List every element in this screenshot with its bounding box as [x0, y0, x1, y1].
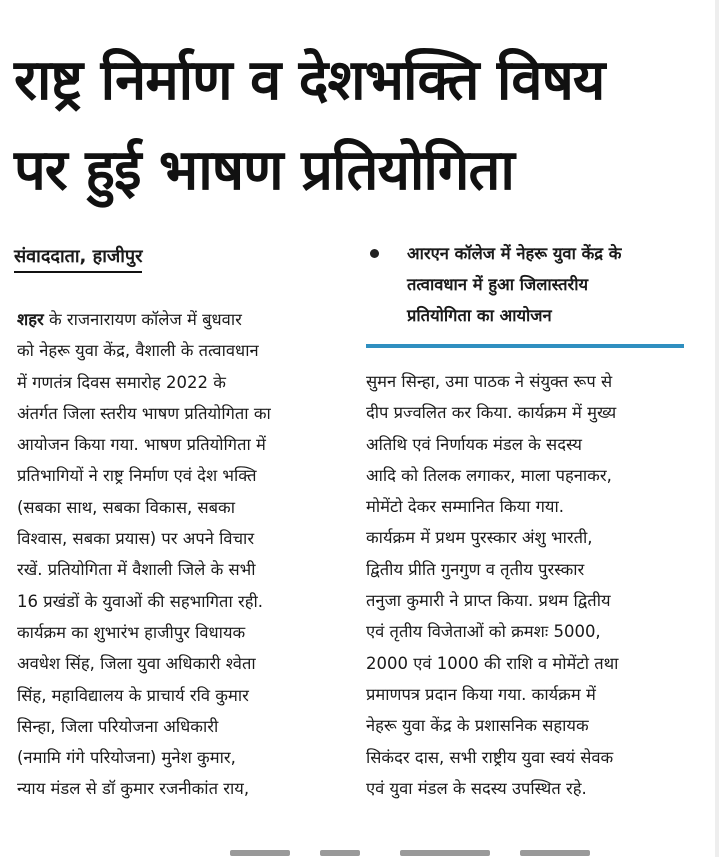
body-line: सिंह, महाविद्यालय के प्राचार्य रवि कुमार [17, 685, 249, 705]
body-line: प्रमाणपत्र प्रदान किया गया. कार्यक्रम में [366, 684, 596, 704]
highlight-line: आरएन कॉलेज में नेहरू युवा केंद्र के [407, 244, 622, 263]
body-line: आयोजन किया गया. भाषण प्रतियोगिता में [17, 435, 266, 455]
body-line: (नमामि गंगे परियोजना) मुनेश कुमार, [17, 748, 236, 768]
page-edge [715, 0, 719, 857]
body-line: एवं युवा मंडल के सदस्य उपस्थित रहे. [366, 778, 587, 798]
body-line: आदि को तिलक लगाकर, माला पहनाकर, [366, 465, 612, 485]
body-line: द्वितीय प्रीति गुनगुण व तृतीय पुरस्कार [366, 559, 585, 579]
headline-line-1: राष्ट्र निर्माण व देशभक्ति विषय [14, 48, 605, 113]
body-line: (सबका साथ, सबका विकास, सबका [17, 497, 235, 517]
body-line: नेहरू युवा केंद्र के प्रशासनिक सहायक [366, 716, 589, 736]
body-line: रखें. प्रतियोगिता में वैशाली जिले के सभी [17, 560, 256, 580]
body-line-text: के राजनारायण कॉलेज में बुधवार [43, 310, 242, 329]
body-line: सिन्हा, जिला परियोजना अधिकारी [17, 716, 219, 736]
byline: संवाददाता, हाजीपुर [14, 244, 142, 273]
body-line: 2000 एवं 1000 की राशि व मोमेंटो तथा [366, 653, 619, 673]
body-line: को नेहरू युवा केंद्र, वैशाली के तत्वावधान [17, 341, 259, 361]
body-line: प्रतिभागियों ने राष्ट्र निर्माण एवं देश भक्ति [17, 466, 257, 486]
body-line: कार्यक्रम में प्रथम पुरस्कार अंशु भारती, [366, 528, 593, 548]
headline [14, 36, 704, 216]
body-line: अतिथि एवं निर्णायक मंडल के सदस्य [366, 434, 582, 454]
body-line: विश्वास, सबका प्रयास) पर अपने विचार [17, 529, 255, 549]
body-column-left [17, 304, 339, 805]
bullet-icon [370, 249, 379, 258]
body-column-right [366, 366, 686, 804]
body-line: तनुजा कुमारी ने प्राप्त किया. प्रथम द्वितीय [366, 591, 611, 611]
body-line: मोमेंटो देकर सम्मानित किया गया. [366, 497, 564, 517]
highlight-text [407, 238, 707, 331]
body-line: एवं तृतीय विजेताओं को क्रमशः 5000, [366, 622, 601, 642]
next-article-edge [200, 848, 620, 857]
highlight-line: तत्वावधान में हुआ जिलास्तरीय [407, 275, 589, 294]
highlight-line: प्रतियोगिता का आयोजन [407, 306, 552, 325]
body-line: अंतर्गत जिला स्तरीय भाषण प्रतियोगिता का [17, 403, 271, 423]
body-line: में गणतंत्र दिवस समारोह 2022 के [17, 372, 226, 392]
body-line: दीप प्रज्वलित कर किया. कार्यक्रम में मुख्य [366, 403, 617, 423]
body-line: अवधेश सिंह, जिला युवा अधिकारी श्वेता [17, 654, 256, 674]
body-line: कार्यक्रम का शुभारंभ हाजीपुर विधायक [17, 622, 246, 642]
body-line: न्याय मंडल से डॉ कुमार रजनीकांत राय, [17, 779, 250, 799]
body-line: 16 प्रखंडों के युवाओं की सहभागिता रही. [17, 591, 264, 611]
body-line: सिकंदर दास, सभी राष्ट्रीय युवा स्वयं सेवक [366, 747, 614, 767]
headline-line-2: पर हुई भाषण प्रतियोगिता [14, 138, 514, 203]
body-line: सुमन सिन्हा, उमा पाठक ने संयुक्त रूप से [366, 372, 613, 391]
highlight-divider [366, 344, 684, 348]
lead-word: शहर [17, 310, 44, 329]
body-line [17, 304, 339, 335]
